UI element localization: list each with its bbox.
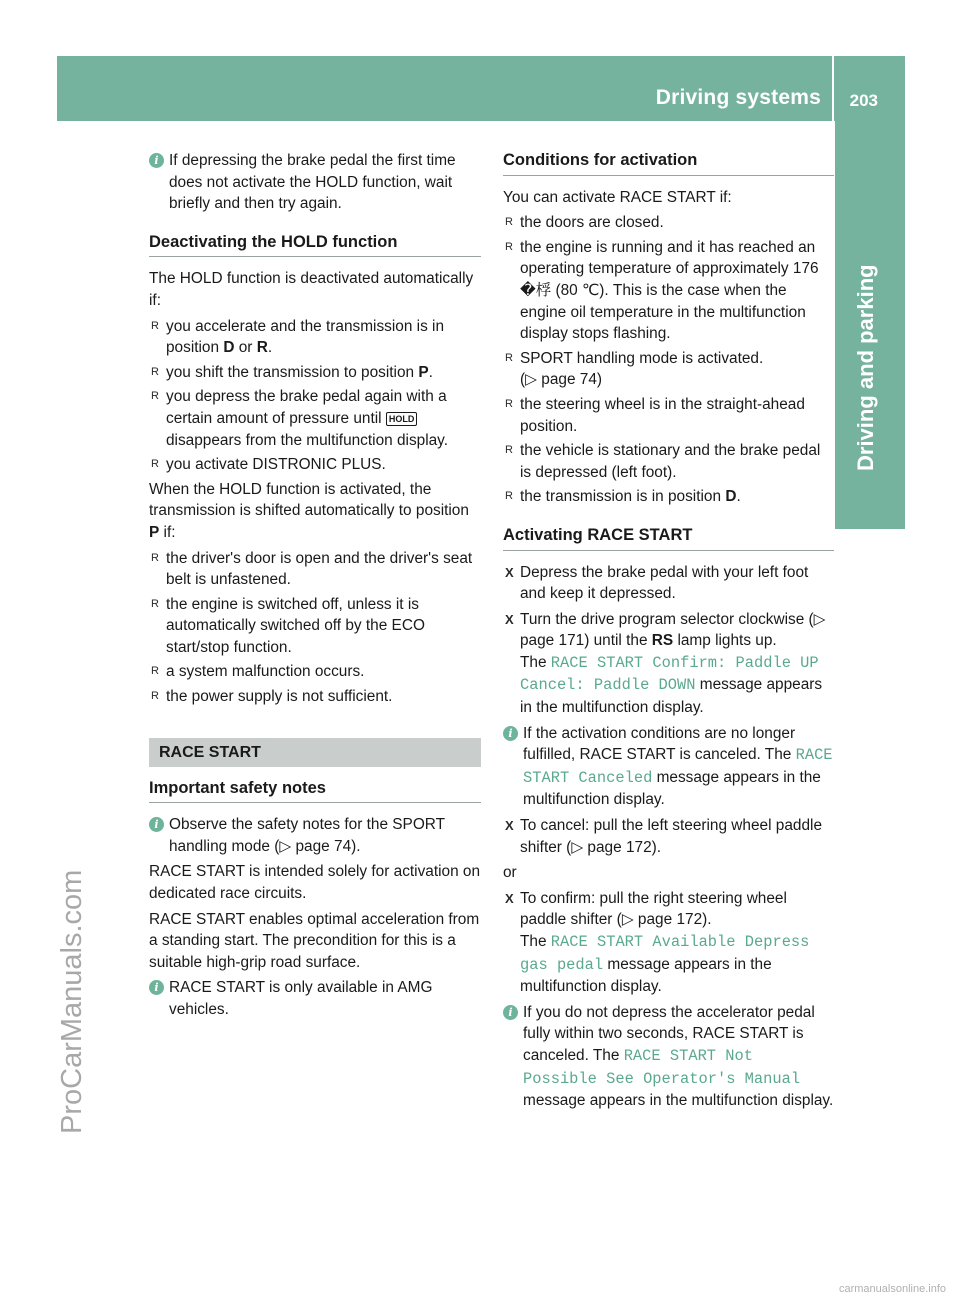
bullet-icon: R [151,665,159,678]
section-heading: Activating RACE START [503,525,834,551]
step-icon: X [505,564,514,580]
left-column [149,150,481,1025]
page-ref-pointer-icon: ▷ [571,838,584,856]
info-icon: i [149,817,164,832]
list-item: R you shift the transmission to position P. [149,362,481,384]
section-heading: Conditions for activation [503,150,834,176]
step-icon: X [505,611,514,627]
bullet-icon: R [505,351,513,364]
bullet-icon: R [151,597,159,610]
step-item: X To confirm: pull the right steering wheel paddle shifter (▷ page 172). The RACE START Available Depress gas pedal message appears in the multifunction display. [505,889,810,996]
list-item: R you depress the brake pedal again with a certain amount of pressure until HOLD disappears from the multifunction display. [151,388,449,449]
step-icon: X [505,890,514,906]
bullet-icon: R [505,240,513,253]
list-item: R the doors are closed. [503,212,834,234]
info-icon: i [503,1005,518,1020]
page-ref-pointer-icon: ▷ [813,610,826,628]
bullet-icon: R [505,216,513,229]
header-divider [832,56,834,121]
right-column [503,150,834,1116]
list-item: R the power supply is not sufficient. [149,686,481,708]
section-heading: Deactivating the HOLD function [149,232,481,258]
list-item: R the steering wheel is in the straight-ahead position. [505,395,805,435]
bullet-icon: R [151,551,159,564]
page-ref-pointer-icon: ▷ [621,911,634,929]
display-message: RACE START Available Depress gas pedal [520,933,810,974]
list-item: R the driver's door is open and the driver's seat belt is unfastened. [151,549,473,589]
list-item: R the transmission is in position D. [503,486,834,508]
watermark-bottom: carmanualsonline.info [838,1283,946,1295]
note-amg-only: i RACE START is only available in AMG vehicles. [149,977,481,1020]
paragraph: You can activate RACE START if: [503,188,732,206]
note-hold-retry: i If depressing the brake pedal the first time does not activate the HOLD function, wait briefly and then try again. [149,150,481,215]
race-start-section-bar: RACE START [149,738,481,767]
list-item: R a system malfunction occurs. [149,661,481,683]
info-icon: i [149,980,164,995]
note-race-start-timeout: i If you do not depress the accelerator pedal fully within two seconds, RACE START is canceled. The RACE START Not Possible See Operator's Manual message appears in the multifunction display. [503,1002,834,1112]
hold-indicator-icon: HOLD [386,412,418,426]
bullet-icon: R [151,390,159,403]
bullet-icon: R [151,319,159,332]
section-heading: Important safety notes [149,778,481,804]
note-conditions-lost: i If the activation conditions are no longer fulfilled, RACE START is canceled. The RACE START Canceled message appears in the multifunction display. [503,723,834,811]
bullet-icon: R [505,397,513,410]
bullet-icon: R [151,690,159,703]
bullet-icon: R [151,458,159,471]
info-icon: i [149,153,164,168]
paragraph: When the HOLD function is activated, the transmission is shifted automatically to position P if: [149,480,469,541]
page-number: 203 [849,91,878,110]
display-message: RACE START Not Possible See Operator's Manual [523,1046,801,1088]
paragraph: RACE START enables optimal acceleration from a standing start. The precondition for this is a suitable high-grip road surface. [149,910,480,971]
page-ref-pointer-icon: ▷ [279,837,292,855]
display-message: RACE START Confirm: Paddle UP Cancel: Paddle DOWN [520,653,819,695]
chapter-title: Driving systems [655,86,821,109]
step-icon: X [505,818,514,834]
paragraph: The HOLD function is deactivated automatically if: [149,270,474,309]
info-icon: i [503,726,518,741]
step-item: X To cancel: pull the left steering wheel paddle shifter (▷ page 172). [505,817,823,856]
bullet-icon: R [151,365,159,378]
step-item: X Turn the drive program selector clockwise (▷ page 171) until the RS lamp lights up. The RACE START Confirm: Paddle UP Cancel: Paddle DOWN message appears in the multifunction display. [505,610,826,717]
paragraph: RACE START is intended solely for activation on dedicated race circuits. [149,863,481,903]
bullet-icon: R [505,490,513,503]
page-ref-pointer-icon: ▷ [525,371,537,389]
list-item: R the engine is switched off, unless it is automatically switched off by the ECO start/stop function. [151,595,425,656]
step-item: X Depress the brake pedal with your left foot and keep it depressed. [505,563,809,603]
list-item: R the vehicle is stationary and the brake pedal is depressed (left foot). [505,442,821,481]
list-item: R the engine is running and it has reached an operating temperature of approximately 176 �桴 (80 ℃). This is the case when the engine oil temperature in the multifunction display stops flashing. [505,238,819,343]
or-separator: or [503,864,517,882]
bullet-icon: R [505,444,513,457]
list-item: R you activate DISTRONIC PLUS. [149,454,481,476]
list-item: R you accelerate and the transmission is in position D or R. [151,317,445,357]
display-message: RACE START Canceled [523,746,833,787]
page-header [57,56,905,121]
note-sport-safety: i Observe the safety notes for the SPORT handling mode (▷ page 74). [149,814,481,857]
list-item: R SPORT handling mode is activated. (▷ page 74) [505,349,764,389]
